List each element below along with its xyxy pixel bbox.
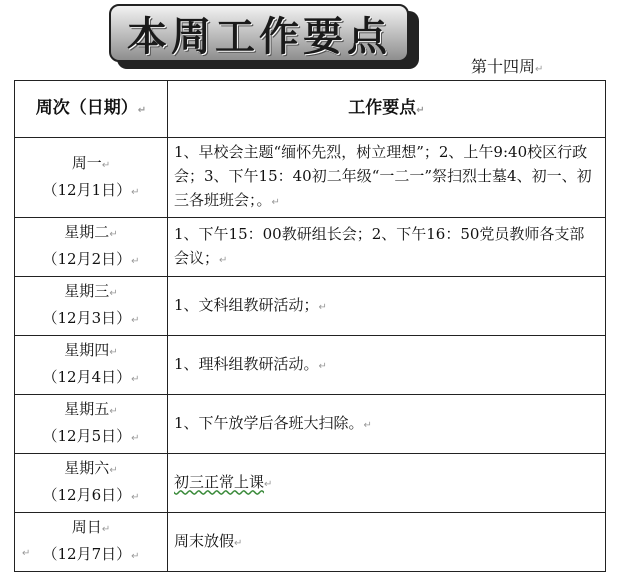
paragraph-mark-icon: ↵ — [131, 256, 140, 267]
paragraph-mark-icon: ↵ — [318, 301, 327, 313]
tasks-cell — [168, 513, 606, 572]
tasks-cell — [168, 395, 606, 454]
tasks-text: 周末放假 — [174, 531, 235, 550]
paragraph-mark-icon: ↵ — [109, 229, 118, 240]
tasks-text: 1、早校会主题“缅怀先烈，树立理想”；2、上午9:40校区行政会；3、下午15：40初二年级“一二一”祭扫烈士墓4、初一、初三各班班会；。 — [174, 143, 592, 209]
table-row — [15, 138, 606, 218]
paragraph-mark-icon: ↵ — [109, 465, 118, 476]
week-label — [471, 54, 543, 77]
paragraph-mark-icon: ↵ — [109, 347, 118, 358]
day-cell — [15, 336, 168, 395]
tasks-text: 1、下午15：00教研组长会；2、下午16：50党员教师各支部会议； — [174, 224, 585, 267]
header-date — [15, 81, 168, 138]
day-name: 周日 — [71, 518, 102, 536]
table-row — [15, 454, 606, 513]
paragraph-mark-icon: ↵ — [131, 186, 140, 198]
table-row — [15, 218, 606, 277]
schedule-table — [14, 80, 606, 572]
tasks-text: 1、理科组教研活动。 — [174, 354, 319, 373]
day-name: 星期五 — [64, 400, 110, 418]
header-tasks — [168, 81, 606, 138]
day-date: （12月4日） — [42, 368, 132, 386]
day-name: 星期二 — [64, 223, 110, 241]
paragraph-mark-icon: ↵ — [131, 492, 140, 503]
paragraph-mark-icon: ↵ — [22, 548, 31, 559]
day-name: 周一 — [71, 153, 102, 172]
day-name: 星期四 — [64, 341, 110, 359]
table-row — [15, 277, 606, 336]
paragraph-mark-icon: ↵ — [109, 406, 118, 417]
paragraph-mark-icon: ↵ — [131, 315, 140, 326]
week-label-text: 第十四周 — [471, 57, 536, 76]
day-cell — [15, 277, 168, 336]
table-row — [15, 395, 606, 454]
day-cell — [15, 218, 168, 277]
day-cell — [15, 513, 168, 572]
day-date: （12月6日） — [42, 486, 132, 504]
paragraph-mark-icon: ↵ — [219, 254, 228, 266]
paragraph-mark-icon: ↵ — [101, 159, 111, 171]
tasks-text: 1、文科组教研活动； — [174, 295, 319, 314]
day-date: （12月1日） — [42, 180, 132, 199]
tasks-text: 初三正常上课 — [174, 472, 265, 491]
paragraph-mark-icon: ↵ — [101, 524, 111, 535]
header-tasks-text: 工作要点 — [348, 97, 417, 118]
day-date: （12月7日） — [42, 545, 132, 563]
day-date: （12月5日） — [42, 427, 132, 445]
paragraph-mark-icon: ↵ — [131, 374, 140, 385]
tasks-cell — [168, 138, 606, 218]
day-date: （12月3日） — [42, 309, 132, 327]
page-title: 本周工作要点 — [127, 13, 391, 60]
day-cell — [15, 454, 168, 513]
table-header-row — [15, 81, 606, 138]
day-date: （12月2日） — [42, 250, 132, 268]
paragraph-mark-icon: ↵ — [131, 551, 140, 562]
day-name: 星期六 — [64, 459, 110, 477]
title-banner — [109, 4, 409, 62]
paragraph-mark-icon: ↵ — [271, 197, 280, 208]
table-row — [15, 513, 606, 572]
day-cell — [15, 395, 168, 454]
paragraph-mark-icon: ↵ — [137, 104, 147, 116]
tasks-cell — [168, 218, 606, 277]
day-cell — [15, 138, 168, 218]
paragraph-mark-icon: ↵ — [131, 433, 140, 444]
paragraph-mark-icon: ↵ — [234, 537, 243, 549]
paragraph-mark-icon: ↵ — [363, 419, 372, 431]
tasks-cell — [168, 277, 606, 336]
paragraph-mark-icon: ↵ — [535, 64, 544, 75]
table-row — [15, 336, 606, 395]
paragraph-mark-icon: ↵ — [109, 288, 118, 299]
day-name: 星期三 — [64, 282, 110, 300]
header-date-text: 周次（日期） — [35, 97, 138, 118]
tasks-cell — [168, 336, 606, 395]
tasks-text: 1、下午放学后各班大扫除。 — [174, 413, 364, 432]
paragraph-mark-icon: ↵ — [416, 104, 425, 116]
paragraph-mark-icon: ↵ — [264, 478, 273, 490]
paragraph-mark-icon: ↵ — [318, 360, 327, 372]
tasks-cell — [168, 454, 606, 513]
